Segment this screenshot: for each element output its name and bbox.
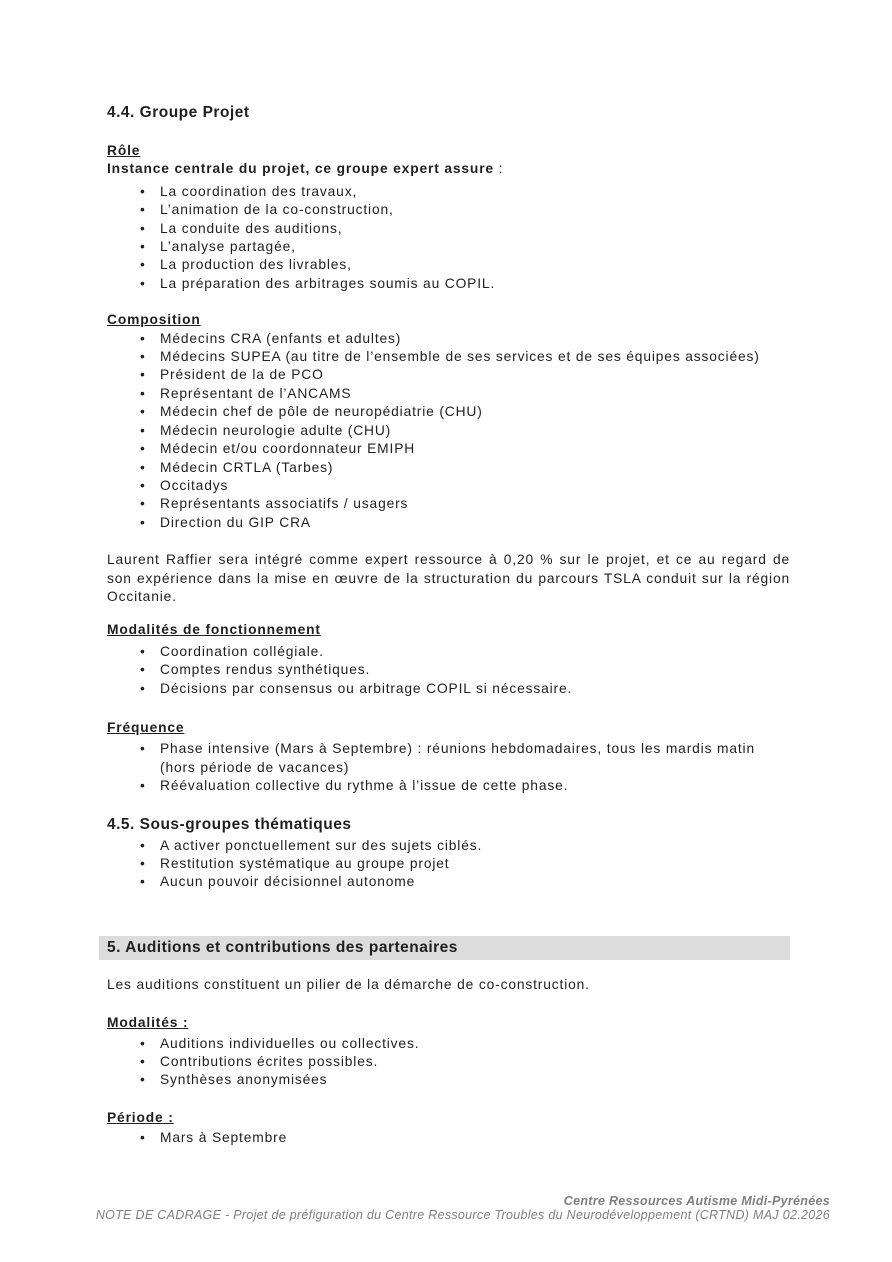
frequence-list bbox=[107, 740, 790, 795]
list-item: • La préparation des arbitrages soumis au COPIL. bbox=[107, 275, 790, 293]
list-item: • A activer ponctuellement sur des sujets ciblés. bbox=[107, 837, 790, 855]
section-4-5-list bbox=[107, 837, 790, 892]
list-item: • Médecin neurologie adulte (CHU) bbox=[107, 422, 790, 440]
modalites-fonctionnement-heading: Modalités de fonctionnement bbox=[107, 622, 321, 638]
list-item: • Direction du GIP CRA bbox=[107, 514, 790, 532]
footer-doc-line: NOTE DE CADRAGE - Projet de préfiguration du Centre Ressource Troubles du Neurodéveloppement (CRTND) MAJ 02.2026 bbox=[95, 1207, 830, 1222]
modalites-list bbox=[107, 1035, 790, 1090]
list-item: • La coordination des travaux, bbox=[107, 183, 790, 201]
list-item: • Auditions individuelles ou collectives. bbox=[107, 1035, 790, 1053]
list-item: • Aucun pouvoir décisionnel autonome bbox=[107, 873, 790, 891]
list-item: • Réévaluation collective du rythme à l’issue de cette phase. bbox=[107, 777, 790, 795]
list-item: • Restitution systématique au groupe projet bbox=[107, 855, 790, 873]
list-item: • Contributions écrites possibles. bbox=[107, 1053, 790, 1071]
document-body bbox=[107, 0, 790, 1148]
section-4-5-heading: 4.5. Sous-groupes thématiques bbox=[107, 815, 352, 833]
role-lead-colon: : bbox=[493, 161, 504, 177]
expert-paragraph: Laurent Raffier sera intégré comme expert ressource à 0,20 % sur le projet, et ce au regard de son expérience dans la mise en œuvre de la structuration du parcours TSLA conduit sur la région Occitanie. bbox=[107, 552, 790, 604]
list-item: • Comptes rendus synthétiques. bbox=[107, 661, 790, 679]
list-item: • Médecin CRTLA (Tarbes) bbox=[107, 459, 790, 477]
footer-org-line: Centre Ressources Autisme Midi-Pyrénées bbox=[563, 1194, 830, 1208]
list-item: • La conduite des auditions, bbox=[107, 220, 790, 238]
composition-list bbox=[107, 330, 790, 532]
list-item: • Médecin et/ou coordonnateur EMIPH bbox=[107, 440, 790, 458]
list-item: • Président de la de PCO bbox=[107, 366, 790, 384]
list-item: • Décisions par consensus ou arbitrage COPIL si nécessaire. bbox=[107, 680, 790, 698]
auditions-intro: Les auditions constituent un pilier de la démarche de co-construction. bbox=[107, 976, 590, 992]
list-item: • La production des livrables, bbox=[107, 256, 790, 274]
list-item: • Coordination collégiale. bbox=[107, 643, 790, 661]
list-item: • Médecins SUPEA (au titre de l’ensemble de ses services et de ses équipes associées) bbox=[107, 348, 790, 366]
periode-heading: Période : bbox=[107, 1109, 174, 1125]
list-item: • Représentants associatifs / usagers bbox=[107, 495, 790, 513]
list-item: • Occitadys bbox=[107, 477, 790, 495]
composition-heading: Composition bbox=[107, 312, 201, 328]
modalites-heading: Modalités : bbox=[107, 1015, 189, 1031]
section-5-heading-bar bbox=[99, 936, 790, 960]
section-5-heading: 5. Auditions et contributions des partenaires bbox=[107, 938, 458, 956]
list-item: • Médecin chef de pôle de neuropédiatrie (CHU) bbox=[107, 403, 790, 421]
modalites-fonctionnement-list bbox=[107, 643, 790, 698]
role-list bbox=[107, 183, 790, 293]
role-lead-bold: Instance centrale du projet, ce groupe expert assure bbox=[107, 161, 494, 177]
list-item: • L’animation de la co-construction, bbox=[107, 201, 790, 219]
periode-list bbox=[107, 1129, 790, 1147]
list-item: • Représentant de l’ANCAMS bbox=[107, 385, 790, 403]
list-item: • Mars à Septembre bbox=[107, 1129, 790, 1147]
list-item: • Synthèses anonymisées bbox=[107, 1071, 790, 1089]
role-heading: Rôle bbox=[107, 143, 141, 158]
section-4-4-heading: 4.4. Groupe Projet bbox=[107, 104, 250, 121]
frequence-heading: Fréquence bbox=[107, 719, 185, 735]
list-item: • L’analyse partagée, bbox=[107, 238, 790, 256]
page-footer bbox=[96, 1195, 830, 1222]
role-lead bbox=[107, 160, 790, 178]
list-item: • Médecins CRA (enfants et adultes) bbox=[107, 330, 790, 348]
list-item: • Phase intensive (Mars à Septembre) : réunions hebdomadaires, tous les mardis matin (hors période de vacances) bbox=[107, 740, 790, 777]
